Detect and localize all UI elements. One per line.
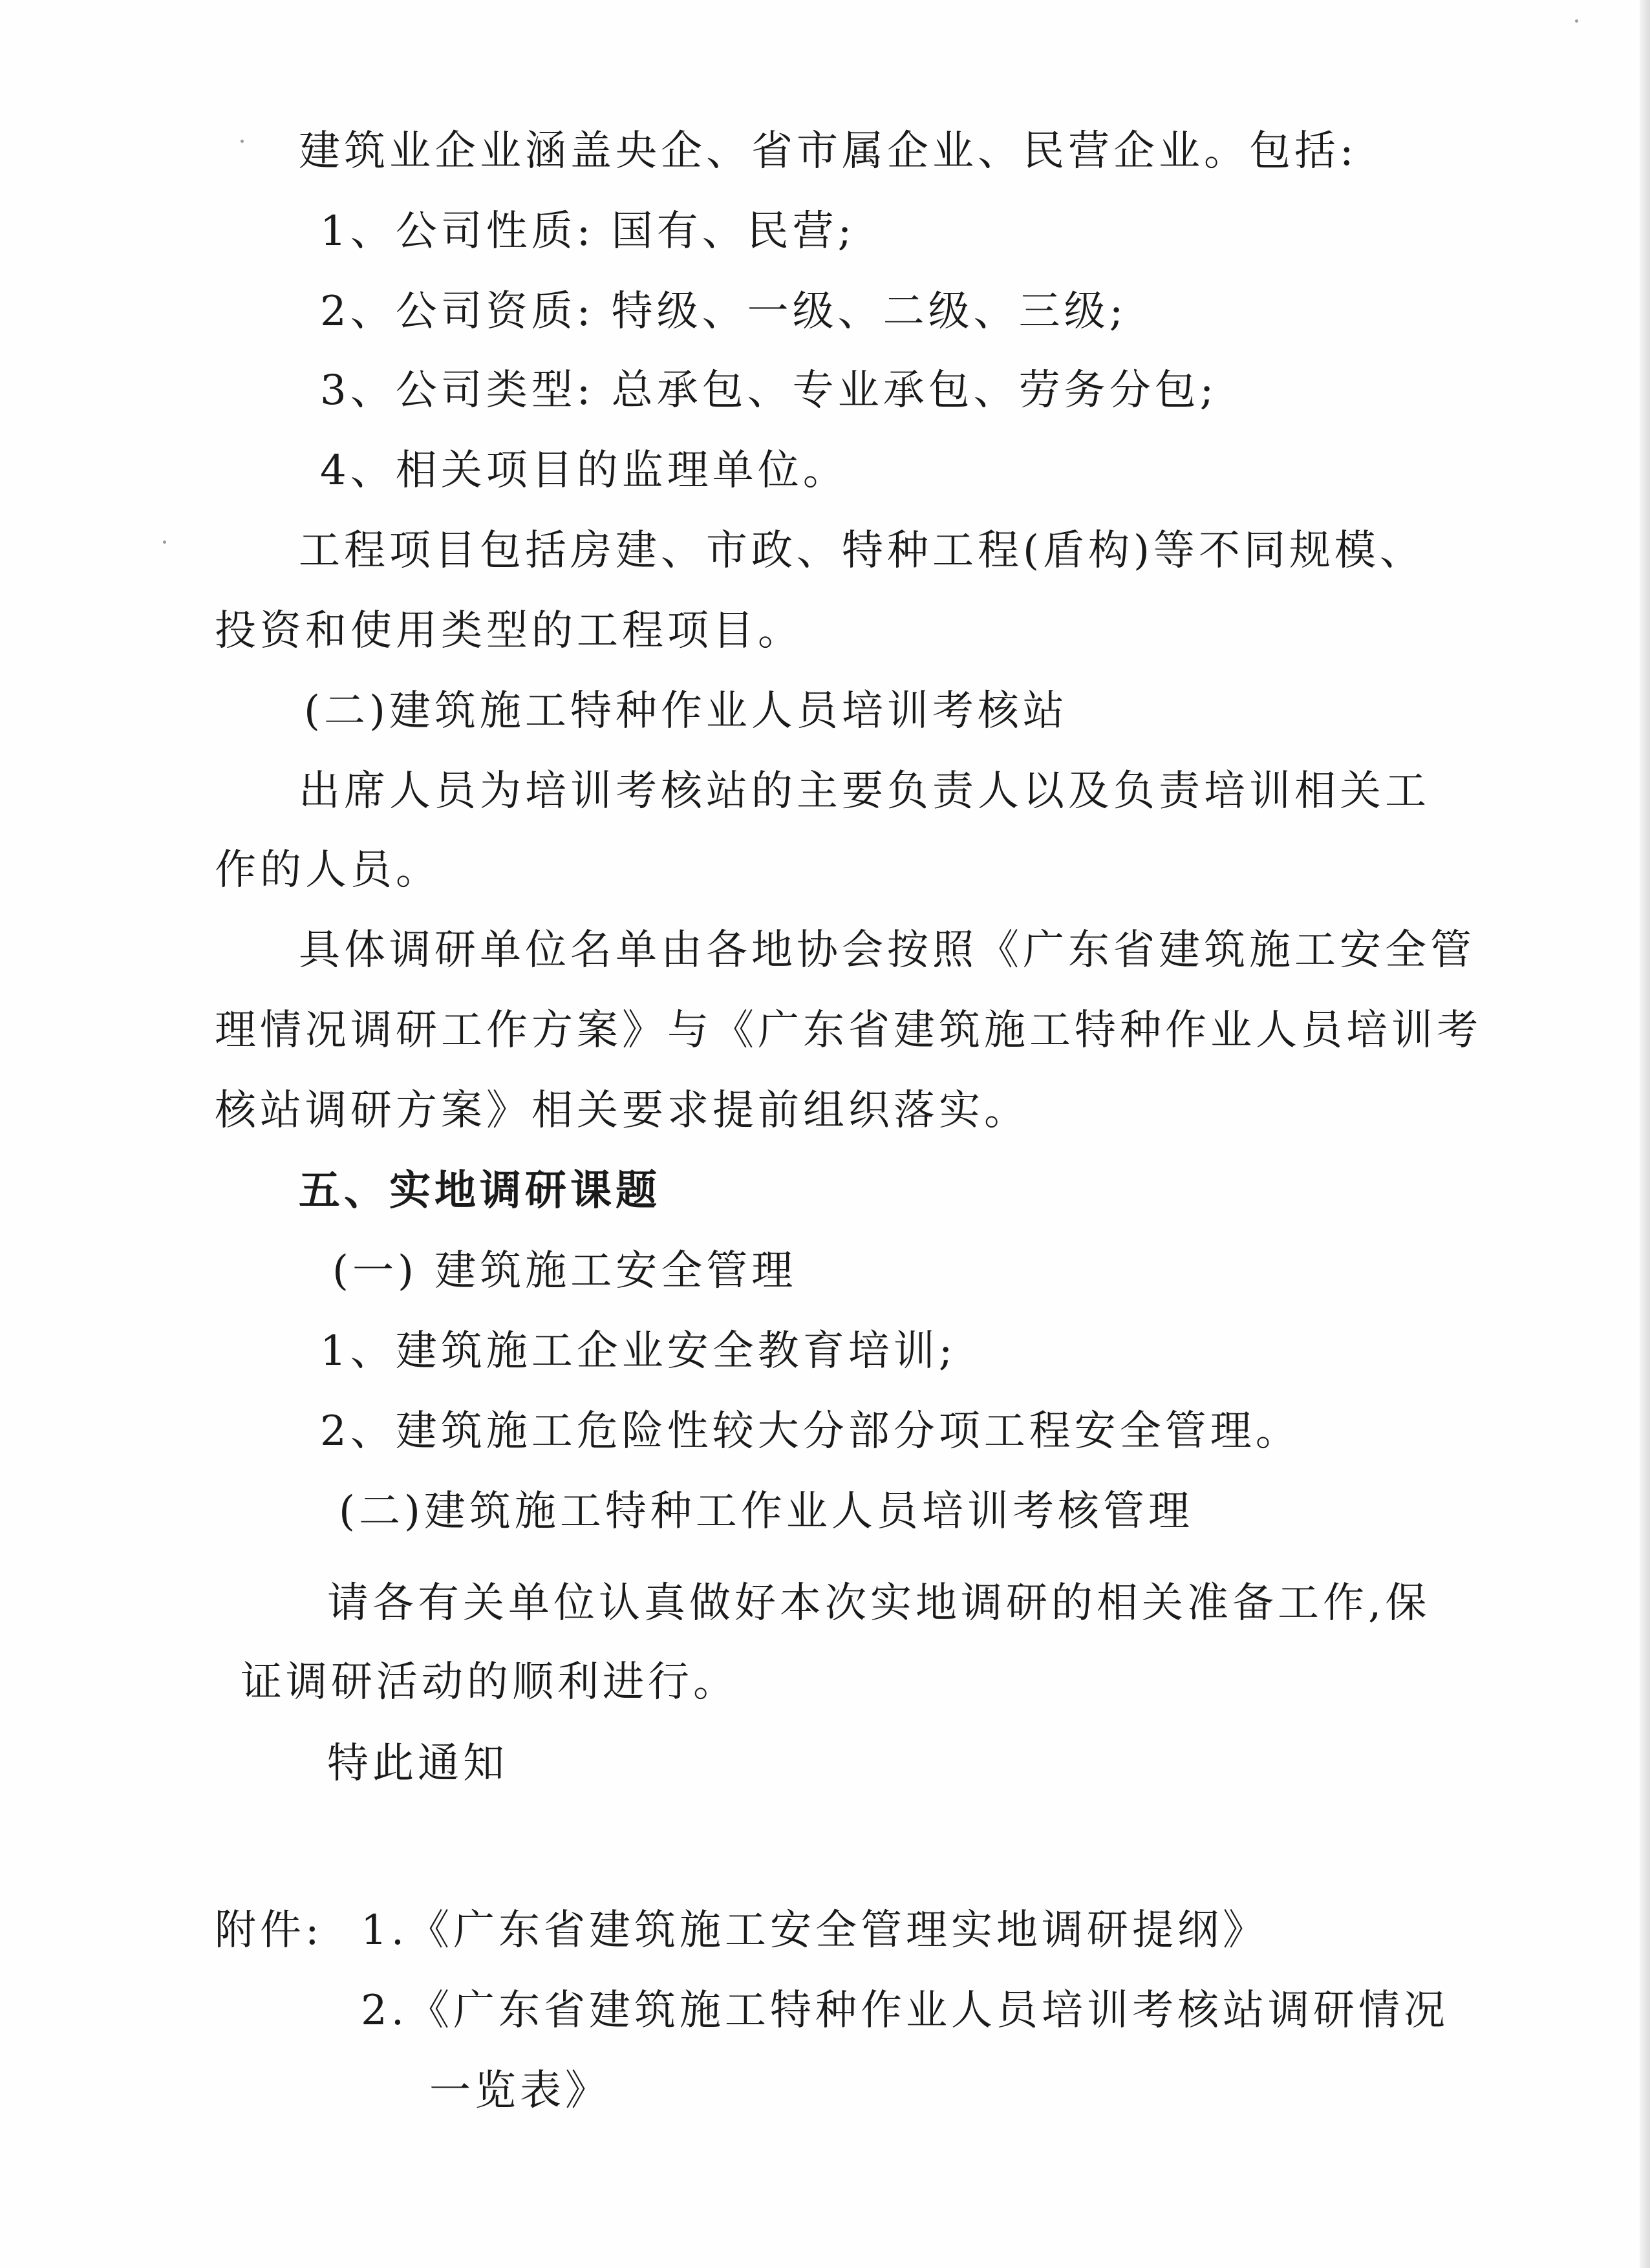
paragraph-project-scope-line1: 工程项目包括房建、市政、特种工程(盾构)等不同规模、	[299, 527, 1425, 575]
list-item-company-type: 3、公司类型: 总承包、专业承包、劳务分包;	[320, 367, 1218, 414]
paragraph-attendees-line2: 作的人员。	[215, 846, 441, 894]
scan-edge-shadow	[1640, 0, 1650, 2268]
paragraph-enterprise-coverage: 建筑业企业涵盖央企、省市属企业、民营企业。包括:	[299, 127, 1358, 175]
section-heading-training-station: (二)建筑施工特种作业人员培训考核站	[304, 687, 1068, 735]
paragraph-unit-list-line2: 理情况调研工作方案》与《广东省建筑施工特种作业人员培训考	[215, 1007, 1482, 1054]
paragraph-unit-list-line3: 核站调研方案》相关要求提前组织落实。	[215, 1087, 1029, 1135]
attachment-item-1: 1.《广东省建筑施工安全管理实地调研提纲》	[361, 1907, 1269, 1954]
heading-field-research-topics: 五、实地调研课题	[299, 1166, 661, 1215]
subheading-safety-management: (一) 建筑施工安全管理	[332, 1247, 797, 1295]
list-item-hazardous-works: 2、建筑施工危险性较大分部分项工程安全管理。	[320, 1407, 1301, 1455]
list-item-company-nature: 1、公司性质: 国有、民营;	[320, 208, 856, 255]
attachment-item-2-line1: 2.《广东省建筑施工特种作业人员培训考核站调研情况	[361, 1987, 1450, 2035]
subheading-special-operations-training: (二)建筑施工特种工作业人员培训考核管理	[339, 1488, 1194, 1535]
list-item-supervision-unit: 4、相关项目的监理单位。	[320, 447, 848, 495]
attachments-label: 附件:	[215, 1907, 323, 1954]
closing-notice: 特此通知	[327, 1740, 508, 1788]
scan-speck	[241, 140, 244, 143]
paragraph-preparation-line1: 请各有关单位认真做好本次实地调研的相关准备工作,保	[327, 1579, 1431, 1627]
paragraph-preparation-line2: 证调研活动的顺利进行。	[241, 1658, 738, 1706]
paragraph-unit-list-line1: 具体调研单位名单由各地协会按照《广东省建筑施工安全管	[299, 926, 1475, 974]
paragraph-project-scope-line2: 投资和使用类型的工程项目。	[215, 607, 803, 655]
paragraph-attendees-line1: 出席人员为培训考核站的主要负责人以及负责培训相关工	[299, 767, 1430, 815]
scan-speck	[163, 540, 166, 544]
scan-speck	[1575, 19, 1578, 23]
attachment-item-2-line2: 一览表》	[429, 2067, 610, 2115]
list-item-safety-education: 1、建筑施工企业安全教育培训;	[320, 1327, 957, 1375]
list-item-company-qualification: 2、公司资质: 特级、一级、二级、三级;	[320, 288, 1128, 336]
